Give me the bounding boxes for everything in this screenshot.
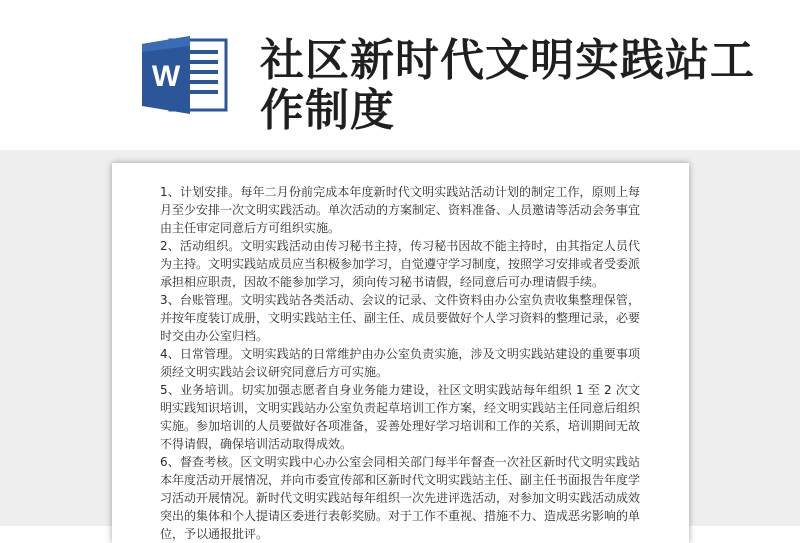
word-document-icon: [140, 32, 230, 118]
paragraph-organization: 2、活动组织。文明实践活动由传习秘书主持，传习秘书因故不能主持时，由其指定人员代为主持。文明实践站成员应当积极参加学习，自觉遵守学习制度，按照学习安排或者受委派承担相应职责，因故不能参加学习，须向传习秘书请假，经同意后可办理请假手续。: [160, 239, 641, 289]
paragraph-training: 5、业务培训。切实加强志愿者自身业务能力建设，社区文明实践站每年组织 1 至 2 次文明实践知识培训，文明实践站办公室负责起草培训工作方案，经文明实践站主任同意后组织实施。参加培训的人员要做好各项准备，妥善处理好学习培训和工作的关系，培训期间无故不得请假，确保培训活动取得成效。: [160, 383, 641, 451]
paragraph-plan: 1、计划安排。每年二月份前完成本年度新时代文明实践站活动计划的制定工作，原则上每月至少安排一次文明实践活动。单次活动的方案制定、资料准备、人员邀请等活动会务事宜由主任审定同意后方可组织实施。: [160, 185, 641, 235]
page-title: 社区新时代文明实践站工作制度: [260, 35, 755, 136]
document-page: [112, 163, 689, 543]
paragraph-assessment: 6、督查考核。区文明实践中心办公室会同相关部门每半年督查一次社区新时代文明实践站本年度活动开展情况，并向市委宣传部和区新时代文明实践站主任、副主任书面报告年度学习活动开展情况。新时代文明实践站每年组织一次先进评选活动，对参加文明实践活动成效突出的集体和个人提请区委进行表彰奖励。对于工作不重视、措施不力、造成恶劣影响的单位，予以通报批评。: [160, 455, 641, 541]
paragraph-daily: 4、日常管理。文明实践站的日常维护由办公室负责实施，涉及文明实践站建设的重要事项须经文明实践站会议研究同意后方可实施。: [160, 347, 640, 379]
word-icon-letter: W: [151, 60, 181, 93]
header: [0, 0, 800, 150]
paragraph-ledger: 3、台账管理。文明实践站各类活动、会议的记录、文件资料由办公室负责收集整理保管，并按年度装订成册，文明实践站主任、副主任、成员要做好个人学习资料的整理记录，必要时交由办公室归档。: [160, 293, 641, 343]
document-body: [160, 183, 640, 543]
